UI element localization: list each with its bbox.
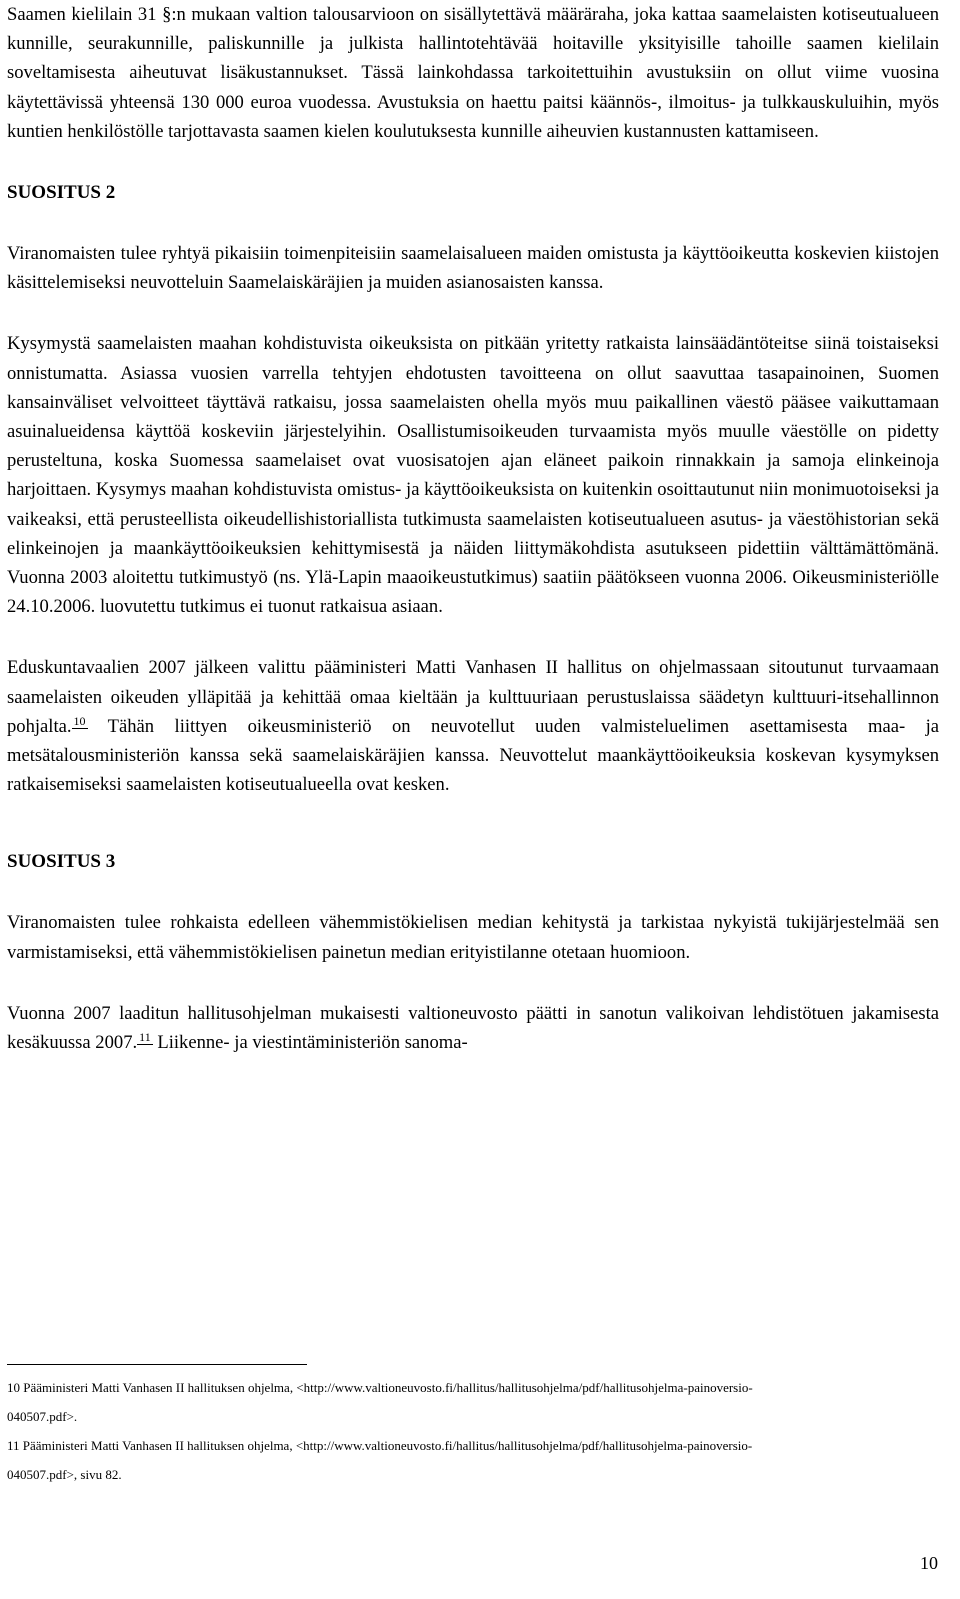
paragraph-saamen-kielilaki: Saamen kielilain 31 §:n mukaan valtion talousarvioon on sisällytettävä määräraha, joka kattaa saamelaisten kotiseutualueen kunnille, seurakunnille, paliskunnille ja julkista hallintotehtävää hoitaville yksityisille tahoille saamen kielilain soveltamisesta aiheutuvat lisäkustannukset. Tässä lainkohdassa tarkoitettuihin avustuksiin on ollut viime vuosina käytettävissä yhteensä 130 000 euroa vuodessa. Avustuksia on haettu paitsi käännös-, ilmoitus- ja tulkkauskuluihin, myös kuntien henkilöstölle tarjottavasta saamen kielen koulutuksesta kunnille aiheuvien kustannusten kattamiseen.	[7, 4, 939, 142]
footnote-11-line-2: 040507.pdf>, sivu 82.	[7, 1467, 122, 1482]
paragraph-text: Eduskuntavaalien 2007 jälkeen valittu pääministeri Matti Vanhasen II hallitus on ohjelmassaan sitoutunut turvaamaan saamelaisten oikeuden ylläpitää ja kehittää omaa kieltään ja kulttuuriaan perustuslaissa säädetyn kulttuuri-itsehallinnon pohjalta.	[7, 657, 939, 737]
paragraph-text: Liikenne- ja viestintäministeriön sanoma-	[152, 1032, 468, 1054]
paragraph-hallitusohjelma	[7, 653, 939, 799]
heading-suositus-2: SUOSITUS 2	[7, 182, 116, 204]
footnote-10-line-1: 10 Pääministeri Matti Vanhasen II hallituksen ohjelma, <http://www.valtioneuvosto.fi/hallitus/hallitusohjelma/pdf/hallitusohjelma-painoversio-	[7, 1380, 753, 1395]
heading-suositus-3: SUOSITUS 3	[7, 851, 116, 873]
footnote-11-line-1: 11 Pääministeri Matti Vanhasen II hallituksen ohjelma, <http://www.valtioneuvosto.fi/hallitus/hallitusohjelma/pdf/hallitusohjelma-painoversio-	[7, 1438, 753, 1453]
footnote-ref-10[interactable]: 10	[73, 713, 86, 728]
footnote-ref-11[interactable]: 11	[139, 1030, 151, 1045]
paragraph-suositus-3: Viranomaisten tulee rohkaista edelleen vähemmistökielisen median kehitystä ja tarkistaa nykyistä tukijärjestelmää sen varmistamiseksi, että vähemmistökielisen painetun median erityistilanne otetaan huomioon.	[7, 912, 939, 963]
paragraph-maaoikeus: Kysymystä saamelaisten maahan kohdistuvista oikeuksista on pitkään yritetty ratkaista lainsäädäntöteitse siinä toistaiseksi onnistumatta. Asiassa vuosien varrella tehtyjen ehdotusten tavoitteena on ollut saavuttaa tasapainoinen, Suomen kansainväliset velvoitteet täyttävä ratkaisu, jossa saamelaisten ohella myös muu paikallinen väestö pääsee vaikuttamaan asuinalueidensa käyttöä koskeviin järjestelyihin. Osallistumisoikeuden turvaamista myös muulle väestölle on pidetty perusteltuna, koska Suomessa saamelaiset ovat vuosisatojen ajan eläneet paikoin rinnakkain ja samoja elinkeinoja harjoittaen. Kysymys maahan kohdistuvista omistus- ja käyttöoikeuksista on kuitenkin osoittautunut niin monimuotoiseksi ja vaikeaksi, että perusteellista oikeudellishistoriallista tutkimusta saamelaisten kotiseutualueen asutus- ja väestöhistorian sekä elinkeinojen ja maankäyttöoikeuksien kehittymisestä ja näiden liittymäkohdista asutukseen pidettiin välttämättömänä. Vuonna 2003 aloitettu tutkimustyö (ns. Ylä-Lapin maaoikeustutkimus) saatiin päätökseen vuonna 2006. Oikeusministeriölle 24.10.2006. luovutettu tutkimus ei tuonut ratkaisua asiaan.	[7, 333, 939, 618]
footnote-10-line-2: 040507.pdf>.	[7, 1409, 78, 1424]
paragraph-suositus-2: Viranomaisten tulee ryhtyä pikaisiin toimenpiteisiin saamelaisalueen maiden omistusta ja käyttöoikeutta koskevien kiistojen käsittelemiseksi neuvotteluin Saamelaiskäräjien ja muiden asianosaisten kanssa.	[7, 243, 939, 294]
footnote-divider	[7, 1364, 307, 1365]
document-page	[7, 0, 939, 1057]
paragraph-lehdistotuki	[7, 999, 939, 1057]
paragraph-text: Tähän liittyen oikeusministeriö on neuvotellut uuden valmisteluelimen asettamisesta maa- ja metsätalousministeriön kanssa sekä saamelaiskäräjien kanssa. Neuvottelut maankäyttöoikeuksia koskevan kysymyksen ratkaisemiseksi saamelaisten kotiseutualueella ovat kesken.	[7, 715, 939, 796]
paragraph-text: Vuonna 2007 laaditun hallitusohjelman mukaisesti valtioneuvosto päätti in sanotun valikoivan lehdistötuen jakamisesta kesäkuussa 2007.	[7, 1002, 939, 1054]
page-number: 10	[920, 1553, 938, 1573]
